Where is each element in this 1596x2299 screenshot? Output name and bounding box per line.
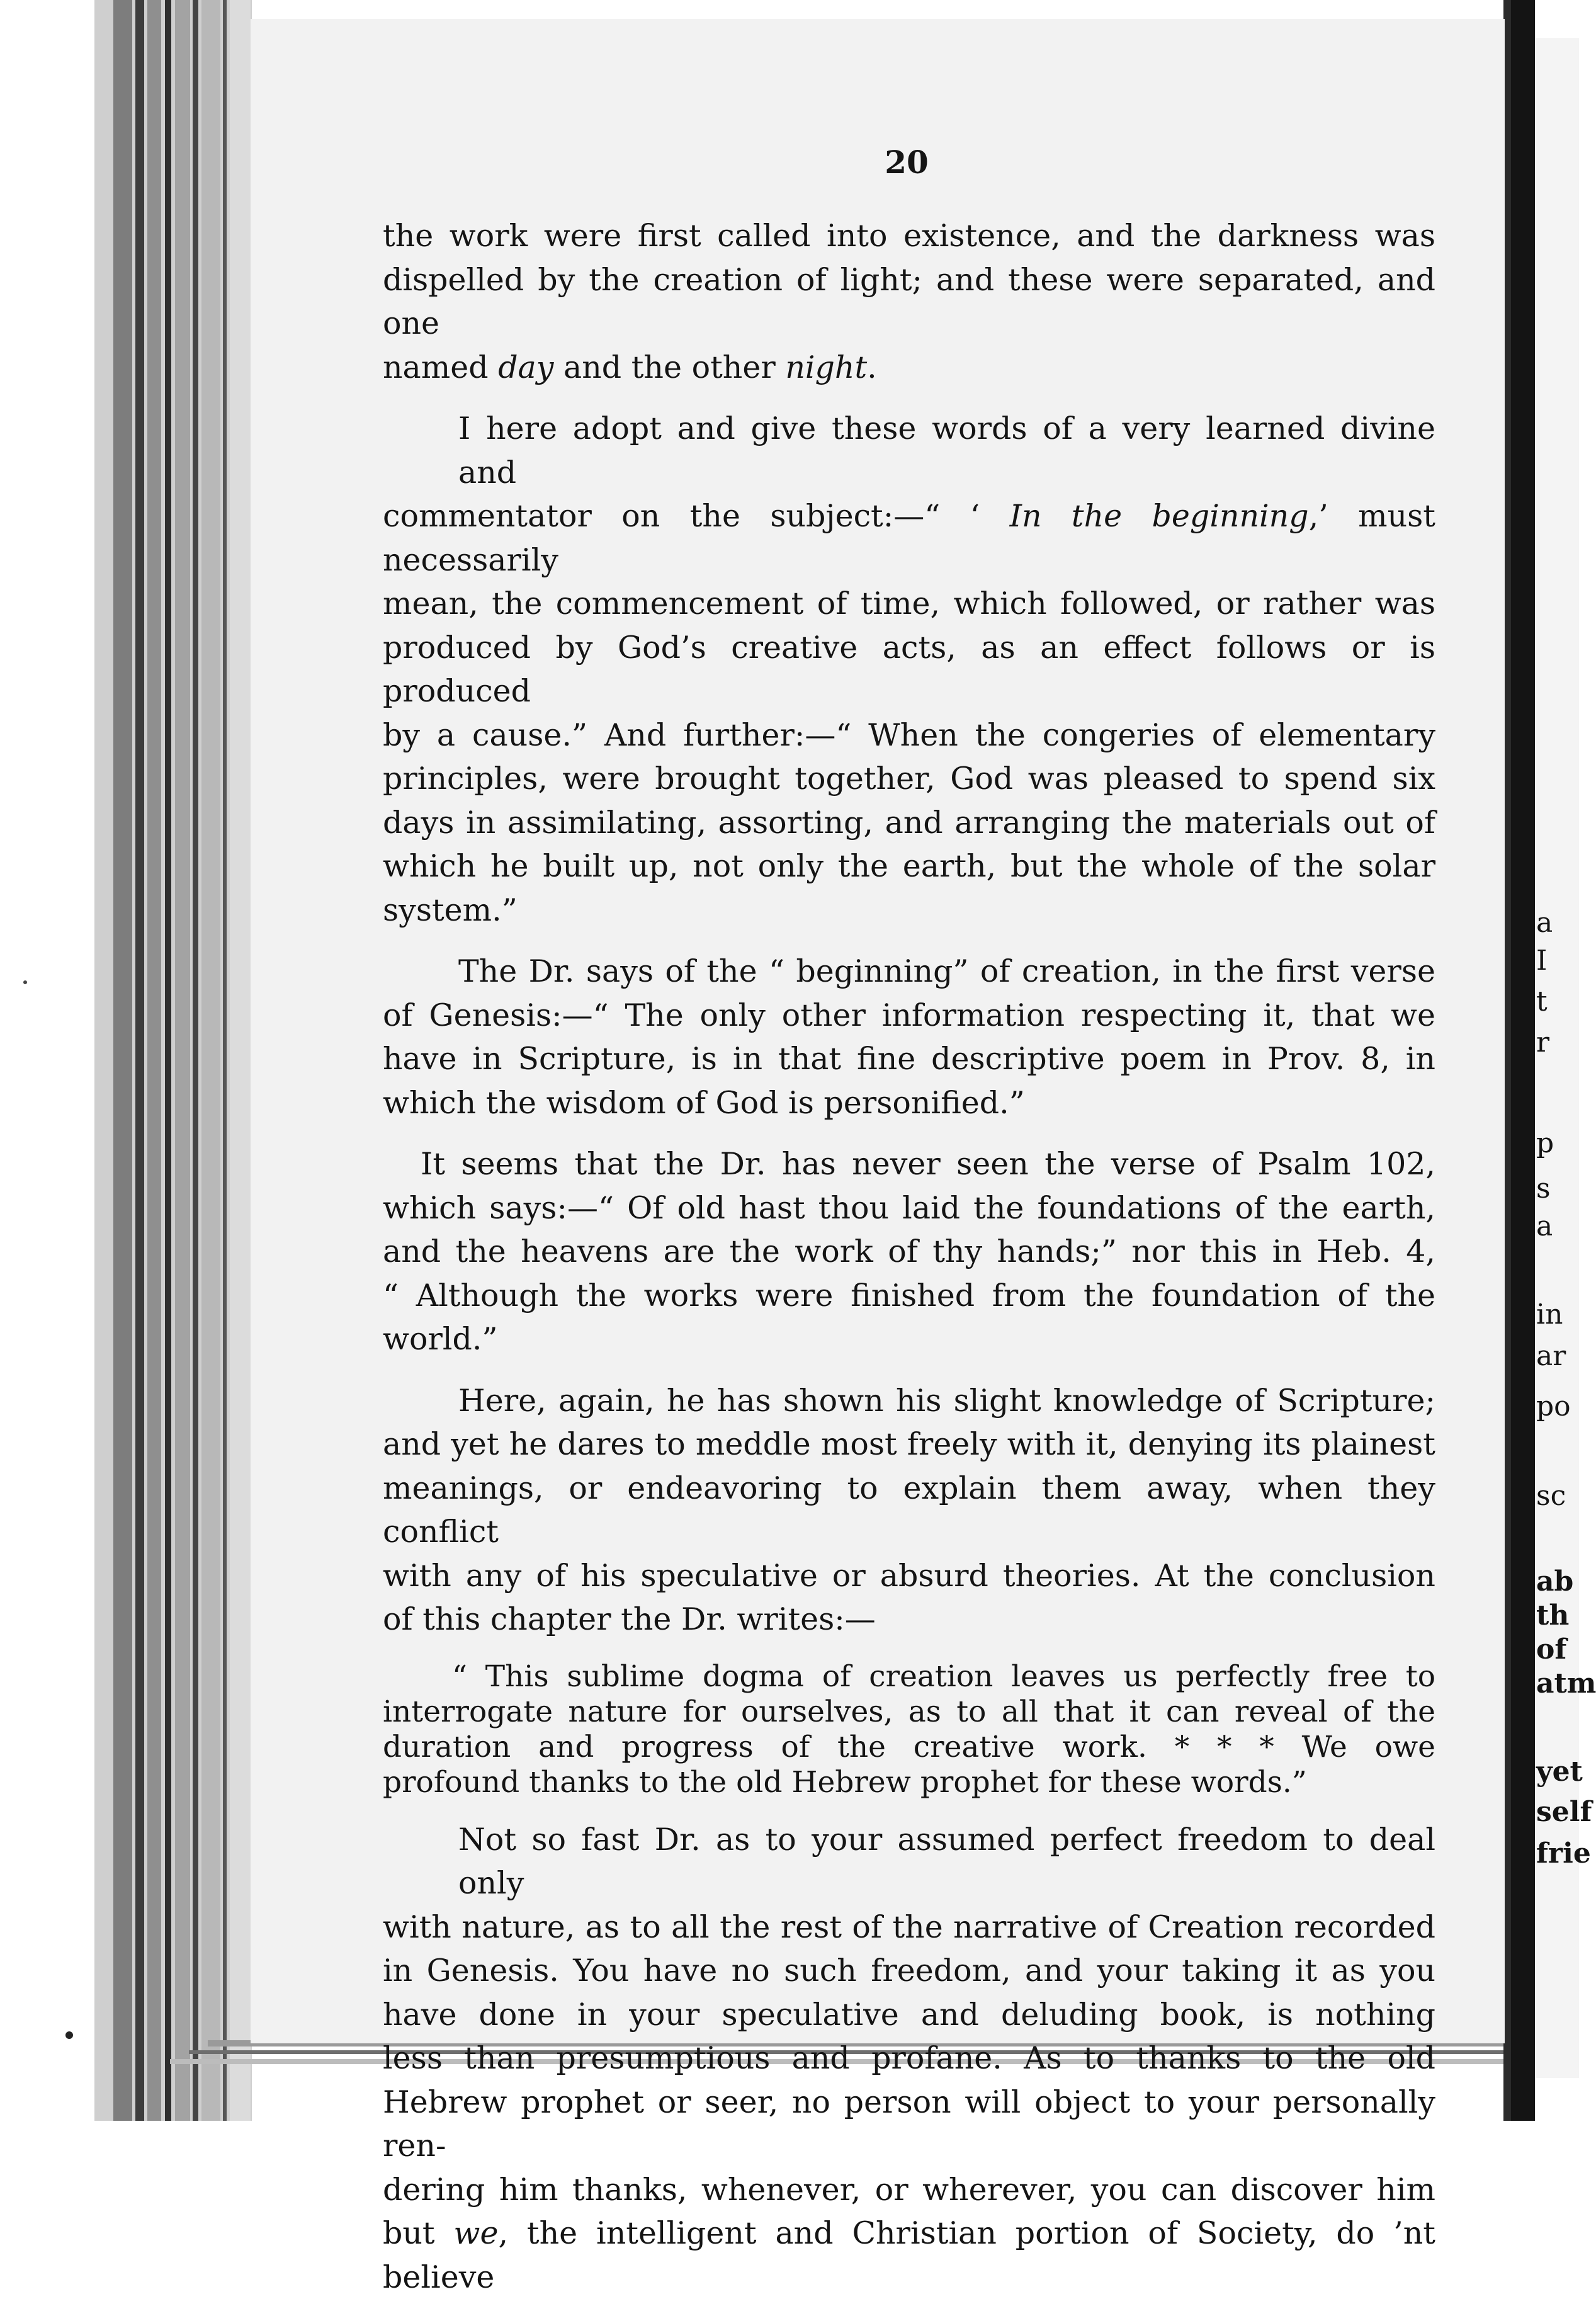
- block-quote: [383, 1659, 1435, 1800]
- paragraph-3: [383, 950, 1435, 1125]
- paragraph-4: [383, 1142, 1435, 1361]
- text-line: system.”: [383, 888, 1435, 933]
- text-line: duration and progress of the creative work. * * * We owe: [383, 1730, 1435, 1765]
- facing-page-fragment: atm: [1536, 1667, 1579, 1700]
- text-line: Here, again, he has shown his slight knowledge of Scripture;: [383, 1379, 1435, 1423]
- facing-page-fragment: I: [1536, 945, 1579, 977]
- paragraph-2: [383, 407, 1435, 932]
- text-line: have in Scripture, is in that fine descriptive poem in Prov. 8, in: [383, 1037, 1435, 1081]
- text-line: mean, the commencement of time, which followed, or rather was: [383, 582, 1435, 626]
- text-line: meanings, or endeavoring to explain them away, when they conflict: [383, 1467, 1435, 1554]
- facing-page-fragment: s: [1536, 1172, 1579, 1205]
- paragraph-6: [383, 1818, 1435, 2299]
- text-line: dering him thanks, whenever, or wherever, you can discover him: [383, 2168, 1435, 2212]
- text-line: It seems that the Dr. has never seen the verse of Psalm 102,: [383, 1142, 1435, 1186]
- text-line: less than presumptious and profane. As to thanks to the old: [383, 2036, 1435, 2080]
- text-line: in Genesis. You have no such freedom, and your taking it as you: [383, 1949, 1435, 1993]
- text-line: but we, the intelligent and Christian portion of Society, do ’nt believe: [383, 2211, 1435, 2299]
- facing-page-fragment: sc: [1536, 1480, 1579, 1512]
- text-line: produced by God’s creative acts, as an effect follows or is produced: [383, 626, 1435, 713]
- text-line: have done in your speculative and deluding book, is nothing: [383, 1993, 1435, 2037]
- facing-page-fragment: frie: [1536, 1837, 1579, 1870]
- text-line: commentator on the subject:—“ ‘ In the beginning,’ must necessarily: [383, 494, 1435, 582]
- text-line: and the heavens are the work of thy hands;” nor this in Heb. 4,: [383, 1230, 1435, 1274]
- text-line: the work were first called into existence, and the darkness was: [383, 214, 1435, 258]
- facing-page-fragment: self: [1536, 1796, 1579, 1828]
- text-line: with any of his speculative or absurd theories. At the conclusion: [383, 1554, 1435, 1598]
- text-line: The Dr. says of the “ beginning” of creation, in the first verse: [383, 950, 1435, 994]
- facing-page-fragment: th: [1536, 1599, 1579, 1632]
- text-line: days in assimilating, assorting, and arranging the materials out of: [383, 801, 1435, 845]
- text-line: of this chapter the Dr. writes:—: [383, 1598, 1435, 1642]
- text-line: which the wisdom of God is personified.”: [383, 1081, 1435, 1125]
- page-number: 20: [844, 144, 970, 181]
- facing-page-fragment: p: [1536, 1127, 1579, 1159]
- text-line: profound thanks to the old Hebrew prophet for these words.”: [383, 1765, 1435, 1800]
- text-line: and yet he dares to meddle most freely with it, denying its plainest: [383, 1422, 1435, 1467]
- facing-page-fragment: in: [1536, 1298, 1579, 1331]
- paragraph-1: [383, 214, 1435, 389]
- facing-page-fragment: of: [1536, 1633, 1579, 1666]
- text-line: by a cause.” And further:—“ When the congeries of elementary: [383, 713, 1435, 758]
- text-line: dispelled by the creation of light; and these were separated, and one: [383, 258, 1435, 346]
- facing-page-fragment: po: [1536, 1390, 1579, 1422]
- facing-page-fragment: a: [1536, 1210, 1579, 1242]
- text-line: I here adopt and give these words of a very learned divine and: [383, 407, 1435, 494]
- text-line: Not so fast Dr. as to your assumed perfect freedom to deal only: [383, 1818, 1435, 1905]
- text-line: which he built up, not only the earth, but the whole of the solar: [383, 844, 1435, 888]
- text-line: named day and the other night.: [383, 346, 1435, 390]
- facing-page-fragment: yet: [1536, 1756, 1579, 1788]
- facing-page-fragment: t: [1536, 985, 1579, 1018]
- text-line: with nature, as to all the rest of the narrative of Creation recorded: [383, 1905, 1435, 1950]
- body-text: [383, 214, 1435, 2299]
- text-line: “ This sublime dogma of creation leaves us perfectly free to: [383, 1659, 1435, 1694]
- paragraph-5: [383, 1379, 1435, 1642]
- facing-page-fragment: ar: [1536, 1340, 1579, 1372]
- text-line: of Genesis:—“ The only other information respecting it, that we: [383, 994, 1435, 1038]
- text-line: which says:—“ Of old hast thou laid the foundations of the earth,: [383, 1186, 1435, 1230]
- facing-page-fragment: r: [1536, 1026, 1579, 1059]
- text-line: world.”: [383, 1317, 1435, 1361]
- facing-page-fragment: a: [1536, 907, 1579, 939]
- text-line: “ Although the works were finished from the foundation of the: [383, 1274, 1435, 1318]
- text-line: principles, were brought together, God was pleased to spend six: [383, 757, 1435, 801]
- text-line: Hebrew prophet or seer, no person will object to your personally ren-: [383, 2080, 1435, 2168]
- text-line: interrogate nature for ourselves, as to all that it can reveal of the: [383, 1694, 1435, 1730]
- facing-page-fragment: ab: [1536, 1565, 1579, 1598]
